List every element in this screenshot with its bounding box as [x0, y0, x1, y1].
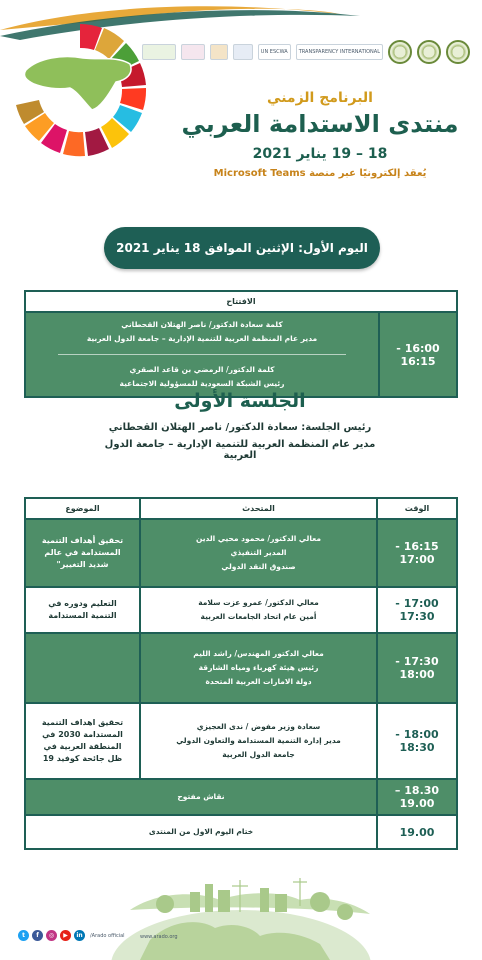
- speaker-role: أمين عام اتحاد الجامعات العربية: [200, 612, 317, 621]
- row-topic: تحقيق أهداف التنمية المستدامة في عالم شديد التغيير": [25, 519, 140, 587]
- table-row: [25, 779, 457, 815]
- twitter-icon[interactable]: t: [18, 930, 29, 941]
- opening-speeches: [25, 312, 379, 397]
- row-speaker: [140, 587, 377, 633]
- partner-seal-icon: [388, 40, 412, 64]
- table-row: [25, 519, 457, 587]
- partner-logo-icon: [233, 44, 253, 60]
- opening-time: 16:00 - 16:15: [379, 312, 457, 397]
- forum-title: منتدى الاستدامة العربي: [181, 110, 459, 138]
- opening-speech1-title: كلمة سعادة الدكتور/ ناصر الهتلان القحطاني: [121, 320, 283, 329]
- instagram-icon[interactable]: ◎: [46, 930, 57, 941]
- col-speaker-header: المتحدث: [140, 498, 377, 519]
- linkedin-icon[interactable]: in: [74, 930, 85, 941]
- partner-logo-icon: [210, 44, 228, 60]
- header-titles: [170, 90, 470, 179]
- un-escwa-logo: UN ESCWA: [258, 44, 291, 60]
- arab-league-seal-icon: [446, 40, 470, 64]
- row-topic: [25, 633, 140, 703]
- opening-header: الافتتاح: [25, 291, 457, 312]
- speaker-role: رئيس هيئة كهرباء ومياه الشارقة: [198, 663, 319, 672]
- row-topic: تحقيق اهداف التنمية المستدامة 2030 في المنطقة العربية في ظل جائحة كوفيد 19: [25, 703, 140, 779]
- day1-label: اليوم الأول: الإثنين الموافق 18 يناير 2021: [104, 227, 380, 269]
- speaker-name: معالي الدكتور/ عمرو عزت سلامة: [198, 598, 319, 607]
- closing-label: ختام اليوم الاول من المنتدى: [25, 815, 377, 849]
- col-time-header: الوقت: [377, 498, 457, 519]
- footer-globe-illustration: [0, 870, 482, 960]
- facebook-icon[interactable]: f: [32, 930, 43, 941]
- row-speaker: [140, 633, 377, 703]
- agenda-table: [24, 497, 458, 850]
- social-handle: /Arado official: [90, 932, 125, 939]
- col-topic-header: الموضوع: [25, 498, 140, 519]
- session1-title: الجلسة الأولى: [174, 390, 306, 412]
- opening-divider: [58, 354, 347, 355]
- partner-logo-icon: [181, 44, 205, 60]
- arado-seal-icon: [417, 40, 441, 64]
- speaker-role: مدير إدارة التنمية المستدامة والتعاون الدولي: [176, 736, 341, 745]
- saudi-csr-network-logo-icon: [142, 44, 176, 60]
- row-topic: التعليم ودوره في التنمية المستدامة: [25, 587, 140, 633]
- row-time: 17:30 - 18:00: [377, 633, 457, 703]
- social-links: [18, 930, 125, 941]
- session1-heading: [100, 390, 380, 461]
- table-row: [25, 587, 457, 633]
- table-row: [25, 703, 457, 779]
- row-time: 16:15 - 17:00: [377, 519, 457, 587]
- youtube-icon[interactable]: ▶: [60, 930, 71, 941]
- row-speaker: [140, 703, 377, 779]
- speaker-name: معالي الدكتور المهندس/ راشد الليم: [193, 649, 324, 658]
- speaker-role: جامعة الدول العربية: [222, 750, 295, 759]
- row-time: 17:00 - 17:30: [377, 587, 457, 633]
- program-title: البرنامج الزمني: [267, 90, 373, 106]
- speaker-name: معالي الدكتور/ محمود محيي الدين: [195, 534, 322, 543]
- forum-dates: 18 – 19 يناير 2021: [252, 146, 388, 162]
- opening-table: [24, 290, 458, 398]
- opening-speech1-role: مدير عام المنظمة العربية للتنمية الإدارية – جامعة الدول العربية: [86, 334, 318, 343]
- speaker-role: صندوق النقد الدولي: [221, 562, 296, 571]
- table-row: [25, 633, 457, 703]
- row-time: 18:00 - 18:30: [377, 703, 457, 779]
- partner-logos: [142, 40, 470, 64]
- open-discussion-time: 18.30 – 19.00: [377, 779, 457, 815]
- open-discussion-label: نقاش مفتوح: [25, 779, 377, 815]
- session1-chair-org: مدير عام المنظمة العربية للتنمية الإدارية – جامعة الدول العربية: [104, 439, 376, 461]
- speaker-role: المدير التنفيذي: [230, 548, 287, 557]
- platform-note: يُعقد إلكترونيًا عبر منصة Microsoft Teams: [213, 168, 427, 179]
- speaker-name: سعادة وزير مفوض / ندى العجيزي: [196, 722, 321, 731]
- speaker-role: دولة الامارات العربية المتحدة: [205, 677, 312, 686]
- session1-chair: رئيس الجلسة: سعادة الدكتور/ ناصر الهتلان القحطاني: [108, 422, 372, 433]
- website-link[interactable]: www.arado.org: [140, 934, 178, 940]
- closing-time: 19.00: [377, 815, 457, 849]
- table-row: [25, 815, 457, 849]
- transparency-logo: TRANSPARENCY INTERNATIONAL: [296, 44, 383, 60]
- opening-speech2-role: رئيس الشبكة السعودية للمسؤولية الاجتماعية: [119, 379, 285, 388]
- opening-speech2-title: كلمة الدكتور/ الرمضي بن قاعد الصقري: [129, 365, 275, 374]
- row-speaker: [140, 519, 377, 587]
